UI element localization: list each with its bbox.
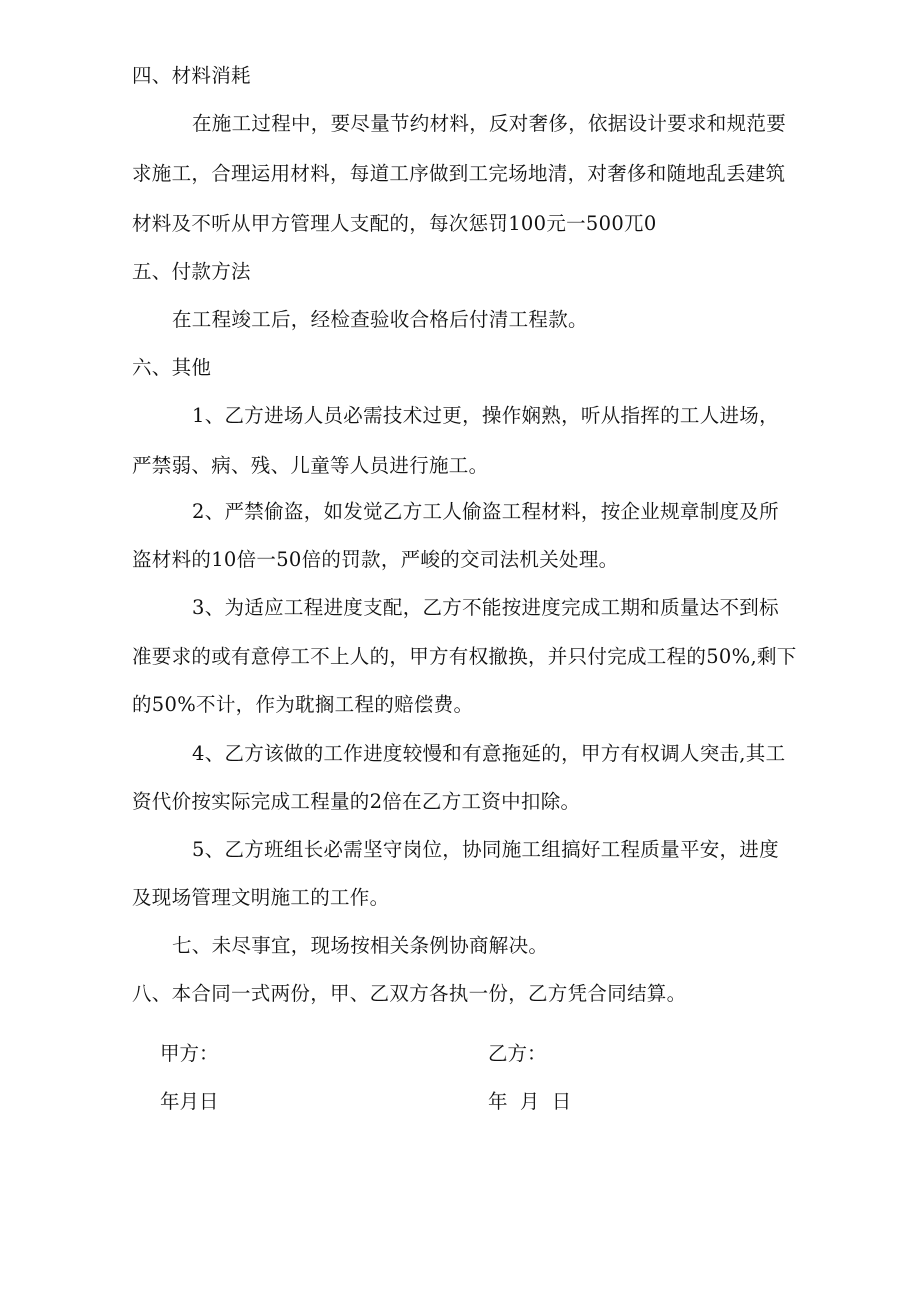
section-6-item-1-line-1: 1、乙方进场人员必需技术过更，操作娴熟，听从指挥的工人进场，	[192, 404, 779, 427]
section-6-item-5-line-1: 5、乙方班组长必需坚守岗位，协同施工组搞好工程质量平安，进度	[192, 838, 779, 861]
section-6-item-4-line-1: 4、乙方该做的工作进度较慢和有意拖延的，甲方有权调人突击,其工	[192, 742, 786, 765]
section-5-title: 五、付款方法	[132, 260, 251, 283]
section-6-item-2-line-2: 盗材料的10倍一50倍的罚款，严峻的交司法机关处理。	[132, 548, 619, 571]
section-4-paragraph-line-1: 在施工过程中，要尽量节约材料，反对奢侈，依据设计要求和规范要	[192, 112, 787, 135]
section-6-item-5-line-2: 及现场管理文明施工的工作。	[132, 886, 390, 909]
section-7-text: 七、未尽事宜，现场按相关条例协商解决。	[172, 934, 549, 957]
section-4-paragraph-line-2: 求施工，合理运用材料，每道工序做到工完场地清，对奢侈和随地乱丢建筑	[132, 162, 786, 185]
section-8-text: 八、本合同一式两份，甲、乙双方各执一份，乙方凭合同结算。	[132, 982, 687, 1005]
party-b-label: 乙方：	[488, 1042, 547, 1065]
section-6-item-3-line-2: 准要求的或有意停工不上人的，甲方有权撤换，并只付完成工程的50%,剩下	[132, 645, 797, 668]
section-4-title: 四、材料消耗	[132, 64, 251, 87]
party-a-date: 年月日	[160, 1090, 219, 1113]
section-5-paragraph: 在工程竣工后，经检查验收合格后付清工程款。	[172, 308, 588, 331]
party-a-label: 甲方：	[160, 1042, 219, 1065]
party-b-date: 年 月 日	[488, 1090, 572, 1113]
section-6-item-3-line-1: 3、为适应工程进度支配，乙方不能按进度完成工期和质量达不到标	[192, 596, 779, 619]
section-6-item-3-line-3: 的50%不计，作为耽搁工程的赔偿费。	[132, 693, 474, 716]
section-6-item-2-line-1: 2、严禁偷盗，如发觉乙方工人偷盗工程材料，按企业规章制度及所	[192, 500, 779, 523]
section-6-item-4-line-2: 资代价按实际完成工程量的2倍在乙方工资中扣除。	[132, 790, 581, 813]
section-4-paragraph-line-3: 材料及不听从甲方管理人支配的，每次惩罚100元一500兀0	[132, 212, 657, 235]
section-6-title: 六、其他	[132, 356, 212, 379]
section-6-item-1-line-2: 严禁弱、病、残、儿童等人员进行施工。	[132, 454, 489, 477]
